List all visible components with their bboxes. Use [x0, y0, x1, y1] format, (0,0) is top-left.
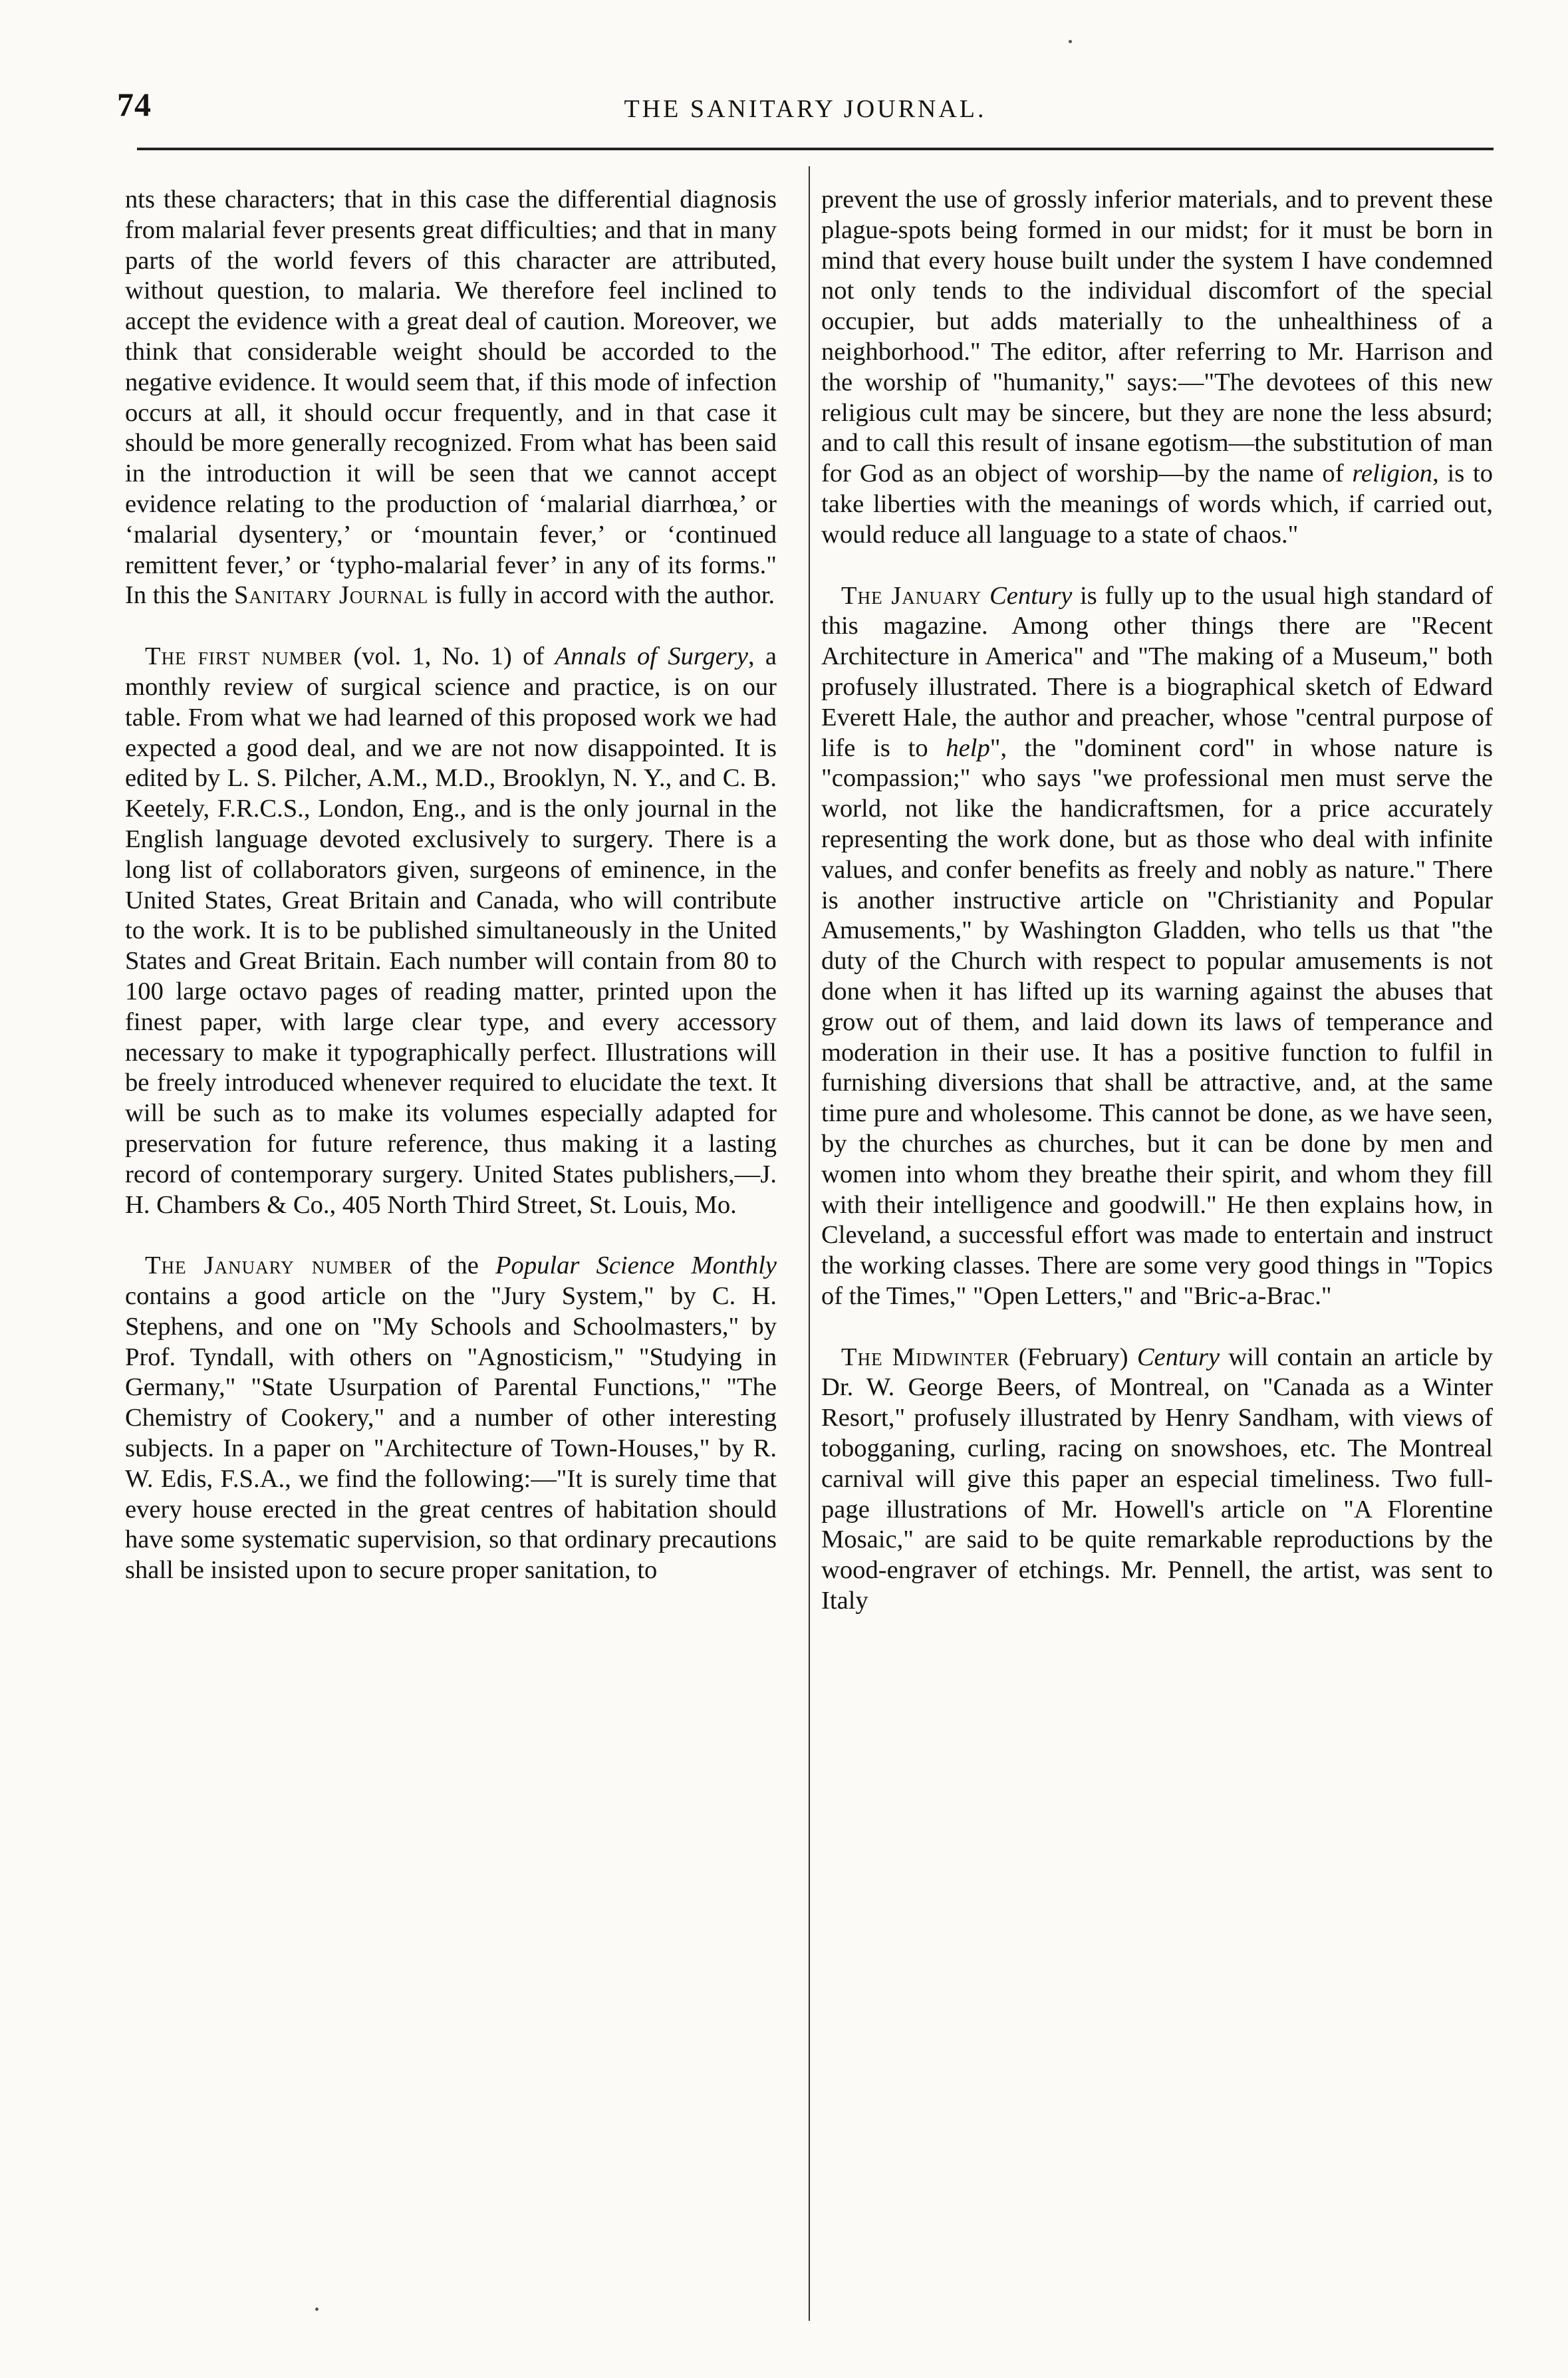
paragraph-text: (vol. 1, No. 1) of: [342, 642, 555, 671]
running-title: THE SANITARY JOURNAL.: [624, 95, 987, 123]
paragraph-lead: The Midwinter: [841, 1343, 1010, 1371]
paragraph-lead: The January number: [145, 1252, 393, 1280]
paragraph-text: is fully up to the usual high standard of this magazine. Among other things there are "Recent Architecture in America" and "The making of a Museum," both profusely illustrated. There is a biographical sketch of Edward Everett Hale, the author and preacher, whose "central purpose of life is to: [821, 581, 1493, 762]
ink-speck: [1069, 40, 1072, 43]
paragraph-text: , a monthly review of surgical science and practice, is on our table. From what we had learned of this proposed work we had expected a good deal, and we are not now disappointed. It is edited by L. S. Pilcher, A.M., M.D., Brooklyn, N. Y., and C. B. Keetely, F.R.C.S., London, Eng., and is the only journal in the English language devoted exclusively to surgery. There is a long list of collaborators given, surgeons of eminence, in the United States, Great Britain and Canada, who will contribute to the work. It is to be published simultaneously in the United States and Great Britain. Each number will contain from 80 to 100 large octavo pages of reading matter, printed upon the finest paper, with large clear type, and every accessory necessary to make it typographically perfect. Illustrations will be freely introduced whenever required to elucidate the text. It will be such as to make its volumes especially adapted for preservation for future reference, thus making it a lasting record of contemporary surgery. United States publishers,—J. H. Chambers & Co., 405 North Third Street, St. Louis, Mo.: [125, 642, 777, 1219]
paragraph-text: is fully in accord with the author.: [428, 581, 775, 610]
paragraph-text: (February): [1009, 1343, 1137, 1371]
paragraph-lead: The January: [841, 581, 982, 610]
paragraph-text: of the: [392, 1252, 495, 1280]
journal-name: Sanitary Journal: [233, 581, 429, 610]
paragraph-text: contains a good article on the "Jury System," by C. H. Stephens, and one on "My Schools and Schoolmasters," by Prof. Tyndall, with others on "Agnosticism," "Studying in Germany," "State Usurpation of Parental Functions," "The Chemistry of Cookery," and a number of other interesting subjects. In a paper on "Architecture of Town-Houses," by R. W. Edis, F.S.A., we find the following:—"It is surely time that every house erected in the great centres of habitation should have some systematic supervision, so that ordinary precautions shall be insisted upon to secure proper sanitation, to: [125, 1282, 777, 1585]
publication-title: Popular Science Monthly: [495, 1252, 777, 1280]
column-divider: [809, 166, 810, 2321]
right-column: [821, 185, 1493, 1617]
emphasis: help: [946, 733, 990, 762]
ink-speck: [315, 2308, 319, 2311]
paragraph-text: nts these characters; that in this case the differential diagnosis from malarial fever presents great difficulties; and that in many parts of the world fevers of this character are attributed, without question, to malaria. We therefore feel inclined to accept the evidence with a great deal of caution. Moreover, we think that considerable weight should be accorded to the negative evidence. It would seem that, if this mode of infection occurs at all, it should occur frequently, and in that case it should be more generally recognized. From what has been said in the introduction it will be seen that we cannot accept evidence relating to the production of ‘malarial diarrhœa,’ or ‘malarial dysentery,’ or ‘mountain fever,’ or ‘continued remittent fever,’ or ‘typho-malarial fever’ in any of its forms." In this the: [125, 186, 777, 610]
page-header: [117, 85, 1494, 132]
paragraph-lead: The first number: [145, 642, 343, 671]
publication-title: Annals of Surgery: [555, 642, 748, 671]
publication-title: Century: [989, 581, 1073, 610]
left-column: [125, 185, 777, 1586]
paragraph-text: will contain an article by Dr. W. George Beers, of Montreal, on "Canada as a Winter Resort," profusely illustrated by Henry Sandham, with views of tobogganing, curling, racing on snowshoes, etc. The Montreal carnival will give this paper an especial timeliness. Two full-page illustrations of Mr. Howell's article on "A Florentine Mosaic," are said to be quite remarkable reproductions by the wood-engraver of etchings. Mr. Pennell, the artist, was sent to Italy: [821, 1343, 1493, 1615]
review-january-century: [821, 581, 1493, 1312]
review-popular-science-monthly: [125, 1251, 777, 1586]
paragraph-text: ", the "dominent cord" in whose nature is "compassion;" who says "we professional men must serve the world, not like the handicraftsmen, for a price accurately representing the work done, but as those who deal with infinite values, and confer benefits as freely and nobly as nature." There is another instructive article on "Christianity and Popular Amusements," by Washington Gladden, who tells us that "the duty of the Church with respect to popular amusements is not done when it has lifted up its warning against the abuses that grow out of them, and laid down its laws of temperance and moderation in their use. It has a positive function to fulfil in furnishing diversions that shall be attractive, and, at the same time pure and wholesome. This cannot be done, as we have seen, by the churches as churches, but it can be done by men and women into whom they breathe their spirit, and whom they fill with their intelligence and goodwill." He then explains how, in Cleveland, a successful effort was made to entertain and instruct the working classes. There are some very good things in "Topics of the Times," "Open Letters," and "Bric-a-Brac.": [821, 733, 1493, 1310]
header-rule: [137, 148, 1494, 150]
review-annals-of-surgery: [125, 642, 777, 1220]
publication-title: Century: [1136, 1343, 1220, 1371]
page-number: 74: [117, 86, 152, 123]
article-paragraph: [821, 185, 1493, 551]
paragraph-text: prevent the use of grossly inferior materials, and to prevent these plague-spots being formed in our midst; for it must be born in mind that every house built under the system I have condemned not only tends to the individual discomfort of the special occupier, but adds materially to the unhealthiness of a neighborhood." The editor, after referring to Mr. Harrison and the worship of "humanity," says:—"The devotees of this new religious cult may be sincere, but they are none the less absurd; and to call this result of insane egotism—the substitution of man for God as an object of worship—by the name of: [821, 186, 1493, 488]
article-paragraph: [125, 185, 777, 611]
emphasis: religion: [1352, 460, 1433, 488]
review-midwinter-century: [821, 1343, 1493, 1617]
paragraph-text: , is to take liberties with the meanings of words which, if carried out, would reduce all language to a state of chaos.": [821, 460, 1493, 549]
